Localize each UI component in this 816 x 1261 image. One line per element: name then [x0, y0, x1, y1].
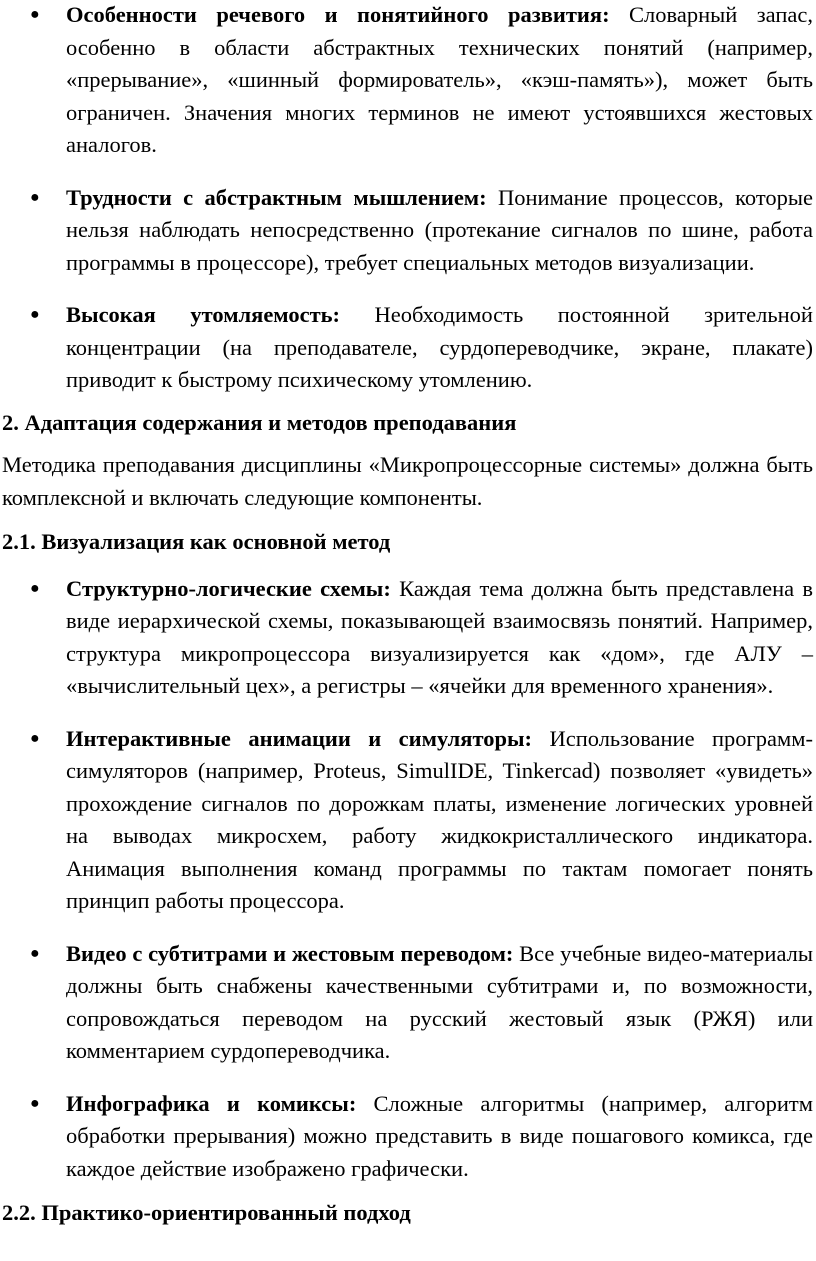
item-text: Словарный запас, особенно в области абстрактных технических понятий (например, «прерывание», «шинный формирователь», «кэш-память»), может быть ограничен. Значения многих терминов не имеют устоявшихся жестовых аналогов. — [66, 2, 813, 157]
item-text: Необходимость постоянной зрительной концентрации (на преподавателе, сурдопереводчике, экране, плакате) приводит к быстрому психическому утомлению. — [66, 302, 813, 392]
subsection-heading: 2.2. Практико-ориентированный подход — [2, 1200, 411, 1225]
item-lead: Особенности речевого и понятийного развития: — [66, 2, 610, 27]
bullet-icon: ● — [30, 579, 40, 597]
item-lead: Структурно-логические схемы: — [66, 575, 391, 601]
list-item — [2, 938, 813, 1068]
visualization-list — [2, 573, 813, 1186]
bullet-icon: ● — [30, 188, 40, 206]
bullet-icon: ● — [30, 1094, 40, 1112]
item-text: Каждая тема должна быть представлена в виде иерархической схемы, показывающей взаимосвязь понятий. Например, структура микропроцессора визуализируется как «дом», где АЛУ – «вычислительный цех», а регистры – «ячейки для временного хранения». — [66, 575, 814, 698]
list-item — [2, 1088, 813, 1186]
bullet-icon: ● — [30, 729, 40, 747]
list-item — [2, 182, 813, 280]
section-intro: Методика преподавания дисциплины «Микропроцессорные системы» должна быть комплексной и включать следующие компоненты. — [2, 452, 813, 510]
item-text: Сложные алгоритмы (например, алгоритм обработки прерывания) можно представить в виде пошагового комикса, где каждое действие изображено графически. — [66, 1090, 813, 1181]
list-item — [2, 0, 813, 162]
list-item — [2, 723, 813, 918]
list-item — [2, 573, 813, 703]
item-lead: Видео с субтитрами и жестовым переводом: — [66, 940, 514, 966]
difficulties-list — [2, 0, 813, 397]
item-lead: Интерактивные анимации и симуляторы: — [66, 725, 533, 751]
item-lead: Инфографика и комиксы: — [66, 1090, 357, 1116]
bullet-icon: ● — [30, 6, 40, 23]
item-text: Все учебные видео-материалы должны быть снабжены качественными субтитрами и, по возможности, сопровождаться переводом на русский жестовый язык (РЖЯ) или комментарием сурдопереводчика. — [66, 940, 813, 1063]
bullet-icon: ● — [30, 306, 40, 323]
section-heading: 2. Адаптация содержания и методов преподавания — [2, 409, 517, 435]
item-lead: Трудности с абстрактным мышлением: — [66, 184, 487, 210]
subsection-heading: 2.1. Визуализация как основной метод — [2, 529, 391, 554]
item-lead: Высокая утомляемость: — [66, 302, 341, 327]
bullet-icon: ● — [30, 944, 40, 962]
list-item — [2, 299, 813, 397]
item-text: Использование программ-симуляторов (например, Proteus, SimulIDE, Tinkercad) позволяет «увидеть» прохождение сигналов по дорожкам платы, изменение логических уровней на выводах микросхем, работу жидкокристаллического индикатора. Анимация выполнения команд программы по тактам помогает понять принцип работы процессора. — [66, 725, 813, 913]
item-text: Понимание процессов, которые нельзя наблюдать непосредственно (протекание сигналов по шине, работа программы в процессоре), требует специальных методов визуализации. — [66, 184, 813, 275]
